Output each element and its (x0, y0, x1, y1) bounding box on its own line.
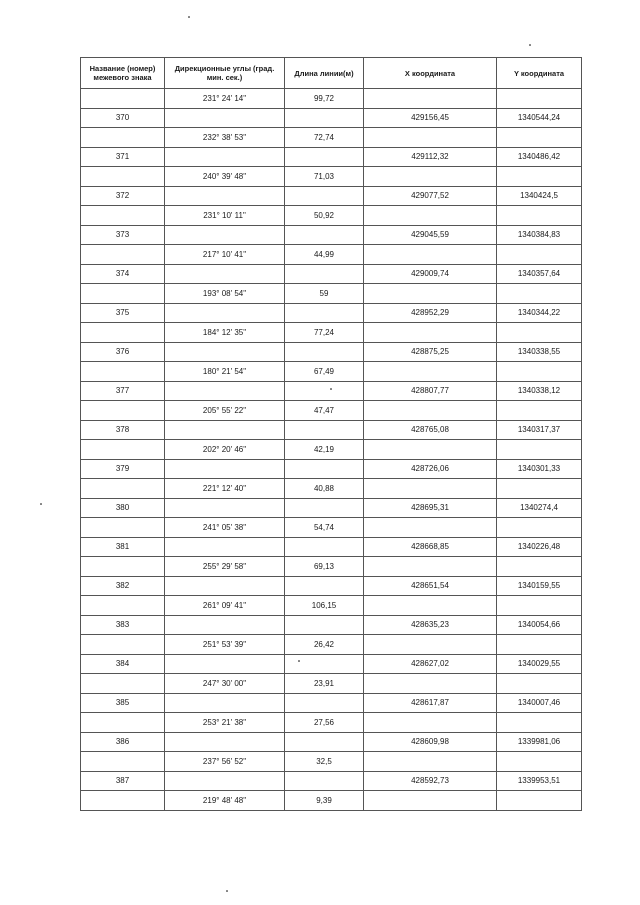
segment-row (81, 206, 582, 226)
point-row (81, 693, 582, 713)
point-row (81, 771, 582, 791)
length-cell: 59 (285, 284, 364, 304)
bearing-cell: 205° 55' 22" (165, 401, 285, 421)
point-row (81, 576, 582, 596)
point-name-cell: 373 (81, 225, 165, 245)
y-coordinate-cell: 1340054,66 (497, 615, 582, 635)
y-coordinate-cell: 1340424,5 (497, 186, 582, 206)
bearing-cell: 221° 12' 40" (165, 479, 285, 499)
bearing-cell: 255° 29' 58" (165, 557, 285, 577)
header-y-coordinate: Y координата (497, 58, 582, 89)
point-name-cell: 376 (81, 342, 165, 362)
x-coordinate-cell: 428635,23 (364, 615, 497, 635)
bearing-cell: 232° 38' 53" (165, 128, 285, 148)
y-coordinate-cell: 1340544,24 (497, 108, 582, 128)
x-coordinate-cell: 428875,25 (364, 342, 497, 362)
y-coordinate-cell: 1340301,33 (497, 459, 582, 479)
bearing-cell: 241° 05' 38" (165, 518, 285, 538)
segment-row (81, 791, 582, 811)
y-coordinate-cell: 1340159,55 (497, 576, 582, 596)
length-cell: 50,92 (285, 206, 364, 226)
scan-speck (188, 16, 190, 18)
bearing-cell: 237° 56' 52" (165, 752, 285, 772)
length-cell: 27,56 (285, 713, 364, 733)
point-row (81, 147, 582, 167)
length-cell: 69,13 (285, 557, 364, 577)
header-line-length: Длина линии(м) (285, 58, 364, 89)
point-row (81, 732, 582, 752)
point-row (81, 186, 582, 206)
segment-row (81, 284, 582, 304)
x-coordinate-cell: 428726,06 (364, 459, 497, 479)
x-coordinate-cell: 428651,54 (364, 576, 497, 596)
point-name-cell: 375 (81, 303, 165, 323)
point-name-cell: 383 (81, 615, 165, 635)
bearing-cell: 231° 24' 14" (165, 89, 285, 109)
point-name-cell: 385 (81, 693, 165, 713)
bearing-cell: 184° 12' 35" (165, 323, 285, 343)
scan-speck (330, 388, 332, 390)
bearing-cell: 261° 09' 41" (165, 596, 285, 616)
point-row (81, 615, 582, 635)
scan-speck (226, 890, 228, 892)
segment-row (81, 401, 582, 421)
y-coordinate-cell: 1340317,37 (497, 420, 582, 440)
bearing-cell: 251° 53' 39" (165, 635, 285, 655)
length-cell: 77,24 (285, 323, 364, 343)
x-coordinate-cell: 428627,02 (364, 654, 497, 674)
y-coordinate-cell: 1340007,46 (497, 693, 582, 713)
x-coordinate-cell: 429077,52 (364, 186, 497, 206)
segment-row (81, 440, 582, 460)
y-coordinate-cell: 1340274,4 (497, 498, 582, 518)
y-coordinate-cell: 1339953,51 (497, 771, 582, 791)
table-body (81, 89, 582, 811)
x-coordinate-cell: 428617,87 (364, 693, 497, 713)
length-cell: 44,99 (285, 245, 364, 265)
y-coordinate-cell: 1340338,12 (497, 381, 582, 401)
bearing-cell: 240° 39' 48" (165, 167, 285, 187)
point-name-cell: 370 (81, 108, 165, 128)
segment-row (81, 167, 582, 187)
scan-speck (529, 44, 531, 46)
header-row (81, 58, 582, 89)
length-cell: 47,47 (285, 401, 364, 421)
y-coordinate-cell: 1340226,48 (497, 537, 582, 557)
bearing-cell: 217° 10' 41" (165, 245, 285, 265)
point-name-cell: 380 (81, 498, 165, 518)
x-coordinate-cell: 429156,45 (364, 108, 497, 128)
length-cell: 40,88 (285, 479, 364, 499)
point-row (81, 108, 582, 128)
scan-speck (298, 660, 300, 662)
point-row (81, 264, 582, 284)
length-cell: 32,5 (285, 752, 364, 772)
length-cell: 26,42 (285, 635, 364, 655)
point-name-cell: 374 (81, 264, 165, 284)
x-coordinate-cell: 429112,32 (364, 147, 497, 167)
bearing-cell: 180° 21' 54" (165, 362, 285, 382)
point-name-cell: 386 (81, 732, 165, 752)
segment-row (81, 713, 582, 733)
y-coordinate-cell: 1340029,55 (497, 654, 582, 674)
length-cell: 72,74 (285, 128, 364, 148)
segment-row (81, 128, 582, 148)
point-name-cell: 371 (81, 147, 165, 167)
y-coordinate-cell: 1340486,42 (497, 147, 582, 167)
segment-row (81, 752, 582, 772)
point-name-cell: 381 (81, 537, 165, 557)
point-name-cell: 384 (81, 654, 165, 674)
point-row (81, 381, 582, 401)
x-coordinate-cell: 429045,59 (364, 225, 497, 245)
segment-row (81, 557, 582, 577)
scan-speck (40, 503, 42, 505)
boundary-coordinates-table (80, 57, 582, 811)
length-cell: 42,19 (285, 440, 364, 460)
segment-row (81, 89, 582, 109)
x-coordinate-cell: 428765,08 (364, 420, 497, 440)
x-coordinate-cell: 428668,85 (364, 537, 497, 557)
point-row (81, 459, 582, 479)
y-coordinate-cell: 1340338,55 (497, 342, 582, 362)
x-coordinate-cell: 428807,77 (364, 381, 497, 401)
length-cell: 67,49 (285, 362, 364, 382)
point-row (81, 420, 582, 440)
y-coordinate-cell: 1340344,22 (497, 303, 582, 323)
length-cell: 9,39 (285, 791, 364, 811)
point-row (81, 225, 582, 245)
point-name-cell: 378 (81, 420, 165, 440)
x-coordinate-cell: 428592,73 (364, 771, 497, 791)
length-cell: 99,72 (285, 89, 364, 109)
point-row (81, 498, 582, 518)
bearing-cell: 202° 20' 46" (165, 440, 285, 460)
segment-row (81, 596, 582, 616)
point-name-cell: 377 (81, 381, 165, 401)
y-coordinate-cell: 1339981,06 (497, 732, 582, 752)
segment-row (81, 362, 582, 382)
segment-row (81, 674, 582, 694)
length-cell: 54,74 (285, 518, 364, 538)
segment-row (81, 518, 582, 538)
point-name-cell: 387 (81, 771, 165, 791)
x-coordinate-cell: 429009,74 (364, 264, 497, 284)
x-coordinate-cell: 428952,29 (364, 303, 497, 323)
bearing-cell: 247° 30' 00" (165, 674, 285, 694)
point-row (81, 537, 582, 557)
length-cell: 71,03 (285, 167, 364, 187)
bearing-cell: 193° 08' 54" (165, 284, 285, 304)
segment-row (81, 323, 582, 343)
segment-row (81, 479, 582, 499)
point-row (81, 303, 582, 323)
bearing-cell: 253° 21' 38" (165, 713, 285, 733)
point-row (81, 654, 582, 674)
length-cell: 106,15 (285, 596, 364, 616)
point-row (81, 342, 582, 362)
point-name-cell: 382 (81, 576, 165, 596)
point-name-cell: 379 (81, 459, 165, 479)
y-coordinate-cell: 1340357,64 (497, 264, 582, 284)
bearing-cell: 231° 10' 11" (165, 206, 285, 226)
header-x-coordinate: X координата (364, 58, 497, 89)
y-coordinate-cell: 1340384,83 (497, 225, 582, 245)
table-header (81, 58, 582, 89)
x-coordinate-cell: 428695,31 (364, 498, 497, 518)
x-coordinate-cell: 428609,98 (364, 732, 497, 752)
length-cell: 23,91 (285, 674, 364, 694)
segment-row (81, 635, 582, 655)
header-point-name: Название (номер) межевого знака (81, 58, 165, 89)
bearing-cell: 219° 48' 48" (165, 791, 285, 811)
point-name-cell: 372 (81, 186, 165, 206)
header-bearing: Дирекционные углы (град. мин. сек.) (165, 58, 285, 89)
segment-row (81, 245, 582, 265)
